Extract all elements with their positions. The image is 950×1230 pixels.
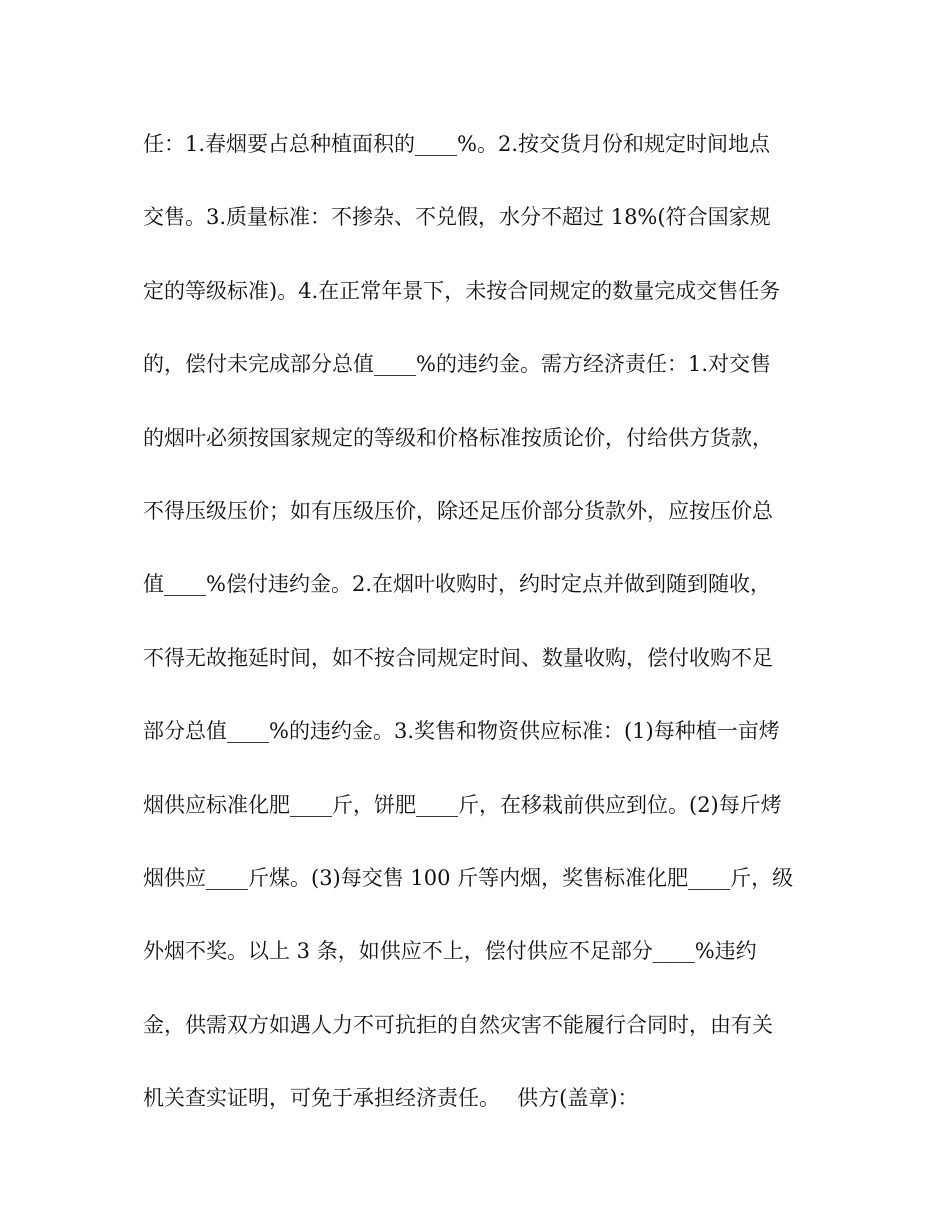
text-line: 定的等级标准)。4.在正常年景下，未按合同规定的数量完成交售任务 xyxy=(143,278,781,303)
text-line: 的，偿付未完成部分总值____%的违约金。需方经济责任：1.对交售 xyxy=(143,352,771,377)
text-line: 金，供需双方如遇人力不可抗拒的自然灾害不能履行合同时，由有关 xyxy=(143,1012,773,1037)
text-line: 不得压级压价；如有压级压价，除还足压价部分货款外，应按压价总 xyxy=(143,498,773,523)
text-line: 任：1.春烟要占总种植面积的____%。2.按交货月份和规定时间地点 xyxy=(143,132,771,156)
text-line: 值____%偿付违约金。2.在烟叶收购时，约时定点并做到随到随收， xyxy=(143,572,771,597)
text-line: 烟供应____斤煤。(3)每交售 100 斤等内烟，奖售标准化肥____斤，级 xyxy=(143,865,794,890)
text-line: 的烟叶必须按国家规定的等级和价格标准按质论价，付给供方货款， xyxy=(143,425,773,450)
text-line: 不得无故拖延时间，如不按合同规定时间、数量收购，偿付收购不足 xyxy=(143,645,773,670)
text-line: 交售。3.质量标准：不掺杂、不兑假，水分不超过 18%(符合国家规 xyxy=(143,205,771,230)
contract-body-text xyxy=(143,120,823,1147)
text-line: 部分总值____%的违约金。3.奖售和物资供应标准：(1)每种植一亩烤 xyxy=(143,719,780,744)
text-line: 烟供应标准化肥____斤，饼肥____斤，在移栽前供应到位。(2)每斤烤 xyxy=(143,792,782,817)
text-line: 机关查实证明，可免于承担经济责任。 供方(盖章)： xyxy=(143,1086,639,1111)
text-line: 外烟不奖。以上 3 条，如供应不上，偿付供应不足部分____%违约 xyxy=(143,939,757,964)
